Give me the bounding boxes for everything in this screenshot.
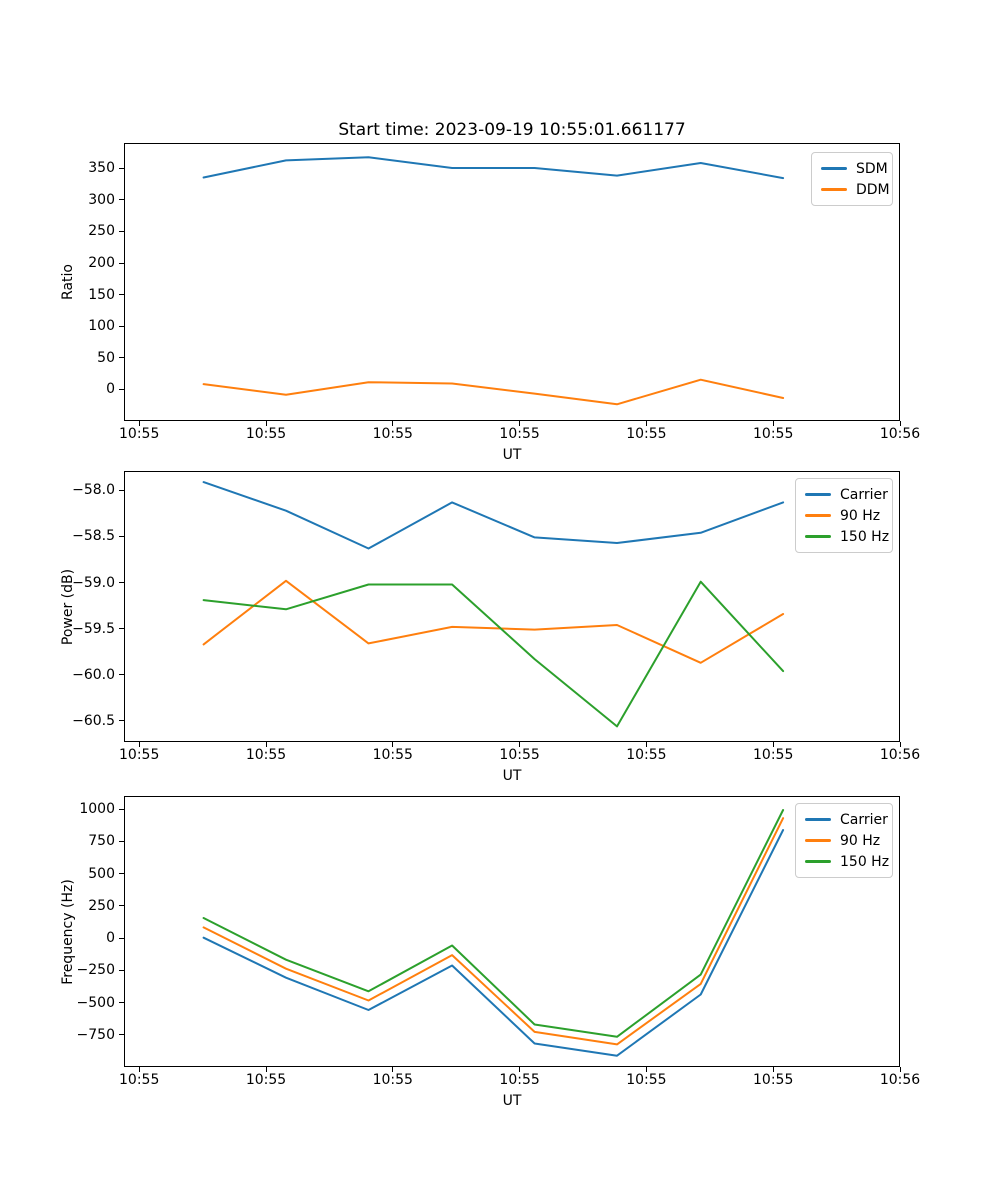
- x-tick-label: 10:56: [879, 1072, 921, 1088]
- y-tick-label: 300: [88, 191, 115, 208]
- legend-label: 150 Hz: [840, 528, 890, 545]
- plot-lines: [125, 797, 901, 1068]
- x-tick-label: 10:55: [753, 426, 794, 442]
- x-tick-label: 10:55: [119, 747, 160, 763]
- y-tick-mark: [119, 490, 124, 491]
- y-tick-label: 200: [88, 255, 115, 272]
- series-line-ddm: [204, 380, 784, 405]
- y-tick-mark: [119, 873, 124, 874]
- legend-entry: [821, 179, 890, 200]
- y-tick-label: 1000: [79, 801, 115, 818]
- x-tick-label: 10:55: [499, 747, 540, 763]
- y-tick-label: 250: [88, 223, 115, 240]
- series-line-carrier: [204, 482, 784, 548]
- y-tick-mark: [119, 389, 124, 390]
- legend-line-swatch: [805, 493, 831, 496]
- ratio-x-axis-label: UT: [502, 447, 522, 463]
- power-y-axis-label: Power (dB): [60, 568, 76, 645]
- plot-lines: [125, 472, 901, 743]
- x-tick-label: 10:55: [626, 1072, 667, 1088]
- x-tick-label: 10:55: [626, 426, 667, 442]
- legend-entry: [805, 526, 890, 547]
- y-tick-mark: [119, 720, 124, 721]
- x-tick-label: 10:56: [879, 747, 921, 763]
- y-tick-label: 50: [97, 349, 115, 366]
- frequency-y-axis-label: Frequency (Hz): [60, 878, 76, 985]
- y-tick-label: 150: [88, 286, 115, 303]
- y-tick-label: −58.5: [72, 528, 115, 545]
- y-tick-label: 0: [106, 930, 115, 946]
- y-tick-mark: [119, 199, 124, 200]
- ratio-legend: [811, 152, 893, 206]
- ratio-y-axis-label: Ratio: [60, 264, 76, 300]
- legend-label: Carrier: [840, 486, 888, 503]
- legend-line-swatch: [805, 535, 831, 538]
- y-tick-label: 500: [88, 865, 115, 882]
- y-tick-mark: [119, 970, 124, 971]
- legend-label: 90 Hz: [840, 507, 881, 524]
- x-tick-label: 10:56: [879, 426, 921, 442]
- y-tick-label: 750: [88, 833, 115, 850]
- y-tick-mark: [119, 168, 124, 169]
- y-tick-label: −58.0: [72, 482, 115, 499]
- y-tick-mark: [119, 1002, 124, 1003]
- legend-entry: [805, 505, 883, 526]
- legend-line-swatch: [805, 860, 831, 863]
- x-tick-label: 10:55: [372, 1072, 413, 1088]
- series-line-sdm: [204, 157, 784, 178]
- legend-line-swatch: [821, 167, 847, 170]
- y-tick-label: 250: [88, 897, 115, 914]
- x-tick-label: 10:55: [119, 426, 160, 442]
- y-tick-mark: [119, 938, 124, 939]
- y-tick-label: −60.5: [72, 712, 115, 729]
- y-tick-mark: [119, 357, 124, 358]
- y-tick-label: 0: [106, 381, 115, 398]
- frequency-x-axis-label: UT: [502, 1093, 522, 1109]
- y-tick-mark: [119, 582, 124, 583]
- y-tick-label: 350: [88, 160, 115, 177]
- x-tick-label: 10:55: [245, 1072, 287, 1088]
- legend-entry: [805, 809, 888, 830]
- y-tick-label: −500: [76, 994, 115, 1011]
- frequency-legend: [795, 803, 893, 878]
- x-tick-label: 10:55: [372, 747, 413, 763]
- y-tick-mark: [119, 263, 124, 264]
- y-tick-mark: [119, 326, 124, 327]
- legend-label: SDM: [856, 160, 888, 177]
- series-line-carrier: [204, 830, 784, 1056]
- x-tick-label: 10:55: [372, 426, 413, 442]
- y-tick-mark: [119, 628, 124, 629]
- y-tick-mark: [119, 809, 124, 810]
- y-tick-mark: [119, 231, 124, 232]
- y-tick-mark: [119, 294, 124, 295]
- legend-label: Carrier: [840, 811, 888, 828]
- x-tick-label: 10:55: [499, 1072, 540, 1088]
- legend-entry: [821, 158, 888, 179]
- legend-line-swatch: [805, 514, 831, 517]
- y-tick-label: −59.0: [72, 574, 115, 591]
- power-x-axis-label: UT: [502, 768, 522, 784]
- y-tick-label: −250: [76, 962, 115, 979]
- y-tick-mark: [119, 905, 124, 906]
- x-tick-label: 10:55: [119, 1072, 160, 1088]
- x-tick-label: 10:55: [245, 426, 287, 442]
- y-tick-label: 100: [88, 318, 115, 335]
- y-tick-mark: [119, 674, 124, 675]
- y-tick-label: −60.0: [72, 666, 115, 683]
- legend-entry: [805, 484, 888, 505]
- legend-label: DDM: [856, 181, 890, 198]
- figure-title: Start time: 2023-09-19 10:55:01.661177: [338, 120, 686, 140]
- plot-lines: [125, 144, 901, 422]
- x-tick-label: 10:55: [626, 747, 667, 763]
- x-tick-label: 10:55: [499, 426, 540, 442]
- x-tick-label: 10:55: [753, 1072, 794, 1088]
- y-tick-mark: [119, 841, 124, 842]
- series-line-90-hz: [204, 818, 784, 1044]
- legend-line-swatch: [821, 188, 847, 191]
- power-chart: [124, 471, 900, 742]
- series-line-150-hz: [204, 810, 784, 1037]
- legend-entry: [805, 851, 890, 872]
- frequency-chart: [124, 796, 900, 1067]
- legend-label: 90 Hz: [840, 832, 881, 849]
- x-tick-label: 10:55: [245, 747, 287, 763]
- power-legend: [795, 478, 893, 553]
- y-tick-label: −750: [76, 1026, 115, 1043]
- y-tick-mark: [119, 536, 124, 537]
- ratio-chart: [124, 143, 900, 421]
- series-line-150-hz: [204, 582, 784, 727]
- x-tick-label: 10:55: [753, 747, 794, 763]
- legend-line-swatch: [805, 839, 831, 842]
- legend-entry: [805, 830, 883, 851]
- y-tick-mark: [119, 1034, 124, 1035]
- legend-line-swatch: [805, 818, 831, 821]
- y-tick-label: −59.5: [72, 620, 115, 637]
- legend-label: 150 Hz: [840, 853, 890, 870]
